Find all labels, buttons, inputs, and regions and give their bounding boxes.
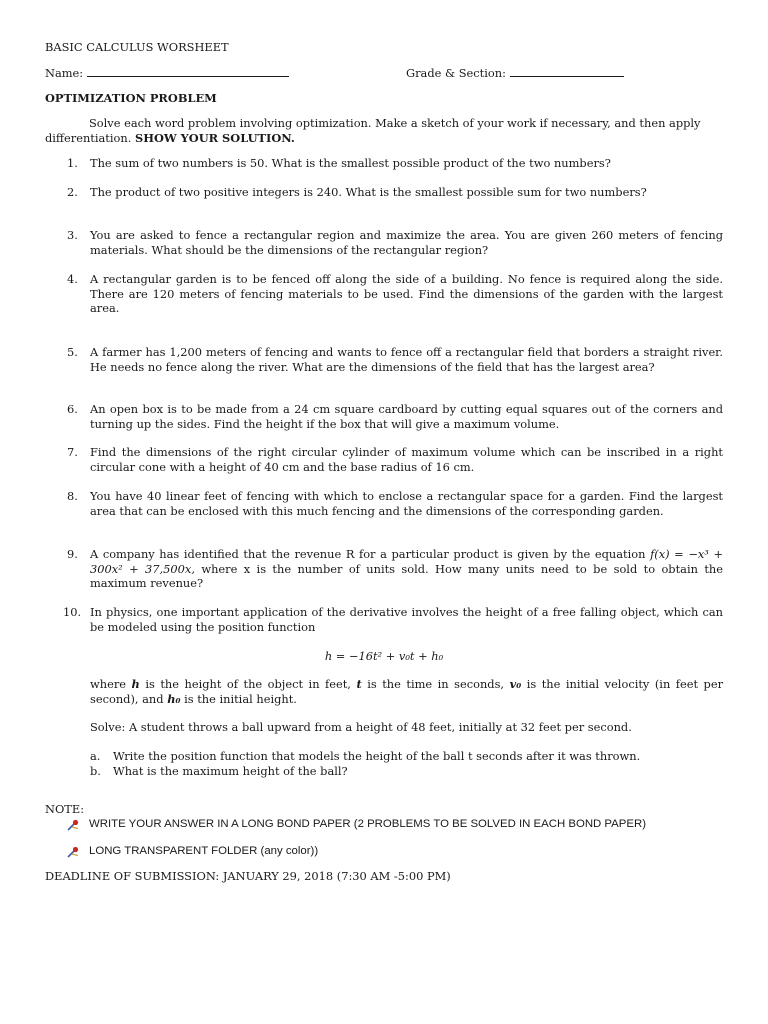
grade-section-label: Grade & Section: [406,66,506,80]
name-blank [87,66,289,77]
solve-statement: Solve: A student throws a ball upward from a height of 48 feet, initially at 32 feet per second. [90,720,632,734]
instructions-text: Solve each word problem involving optimization. Make a sketch of your work if necessary, and then apply differentiation. [45,116,701,145]
section-title: OPTIMIZATION PROBLEM [45,91,217,105]
instructions-emphasis: SHOW YOUR SOLUTION. [134,130,295,145]
instructions [45,116,722,145]
grade-section-blank [510,66,624,77]
problem-9-text-a: A company has identified that the revenue R for a particular product is given by the equation [90,547,646,561]
note-label: NOTE: [45,802,85,816]
name-field [45,66,289,81]
pushpin-bullet-icon [66,819,80,832]
worksheet-page: BASIC CALCULUS WORSHEET Name: Grade & Section: OPTIMIZATION PROBLEM Solve each word problem involving optimization. Make a sketch of your work if necessary, and then apply differentiation. SHOW YOUR SOLUTION. 1. The sum of two numbers is 50. What is the smallest possible product of the two numbers? 2. The product of two positive integers is 240. What is the smallest possible sum for two numbers? 3. You are asked to fence a rectangular region and maximize the area. You are given 260 meters of fencing materials. What should be the dimensions of the rectangular region? 4. A rectangular garden is to be fenced off along the side of a building. No fence is required along the side. There are 120 meters of fencing materials to be used. Find the dimensions of the garden with the largest area. 5. A farmer has 1,200 meters of fencing and wants to fence off a rectangular field that borders a straight river. He needs no fence along the river. What are the dimensions of the field that has the largest area? 6. An open box is to be made from a 24 cm square cardboard by cutting equal squares out of the corners and turning up the sides. Find the height if the box that will give a maximum volume. 7. Find the dimensions of the right circular cylinder of maximum volume which can be inscribed in a right circular cone with a height of 40 cm and the base radius of 16 cm. 8. You have 40 linear feet of fencing with which to enclose a rectangular space for a garden. Find the largest area that can be enclosed with this much fencing and the dimensions of the corresponding garden. 9. A company has identified that the revenue R for a particular product is given by the equation f(x) = −x³ + 300x² + 37,500x, where x is the number of units sold. How many units need to be sold to obtain the maximum revenue? 10. In physics, one important application of the derivative involves the height of a free falling object, which can be modeled using the position function h = −16t² + v₀t + h₀ where h is the height of the object in feet, t is the time in seconds, v₀ is the initial velocity (in feet per second), and h₀ is the initial height. Solve: A student throws a ball upward from a height of 48 feet, initially at 32 feet per second. a. Write the position function that models the height of the ball t seconds after it was thrown. b. What is the maximum height of the ball? NOTE: WRITE YOUR ANSWER IN A LONG BOND PAPER (2 PROBLEMS TO BE SOLVED IN EACH BOND PAPER) LONG TRANSPARENT FOLDER (any color)) DEADLINE OF SUBMISSION: JANUARY 29, 2018 (7:30 AM -5:00 PM) [0,0,768,1024]
revenue-equation: f(x) = −x³ + 300x² + 37,500x, [90,547,723,576]
name-label: Name: [45,66,84,80]
problem-9-text-b: where x is the number of units sold. How many units need to be sold to obtain the maximum revenue? [90,561,723,590]
grade-section-field [406,66,624,81]
pushpin-bullet-icon [66,846,80,859]
submission-deadline: DEADLINE OF SUBMISSION: JANUARY 29, 2018 (7:30 AM -5:00 PM) [45,869,451,883]
variable-definitions: where h is the height of the object in feet, t is the time in seconds, v₀ is the initial velocity (in feet per second), and h₀ is the initial height. [90,677,724,706]
position-function-formula: h = −16t² + v₀t + h₀ [324,649,444,663]
worksheet-title: BASIC CALCULUS WORSHEET [45,40,229,54]
